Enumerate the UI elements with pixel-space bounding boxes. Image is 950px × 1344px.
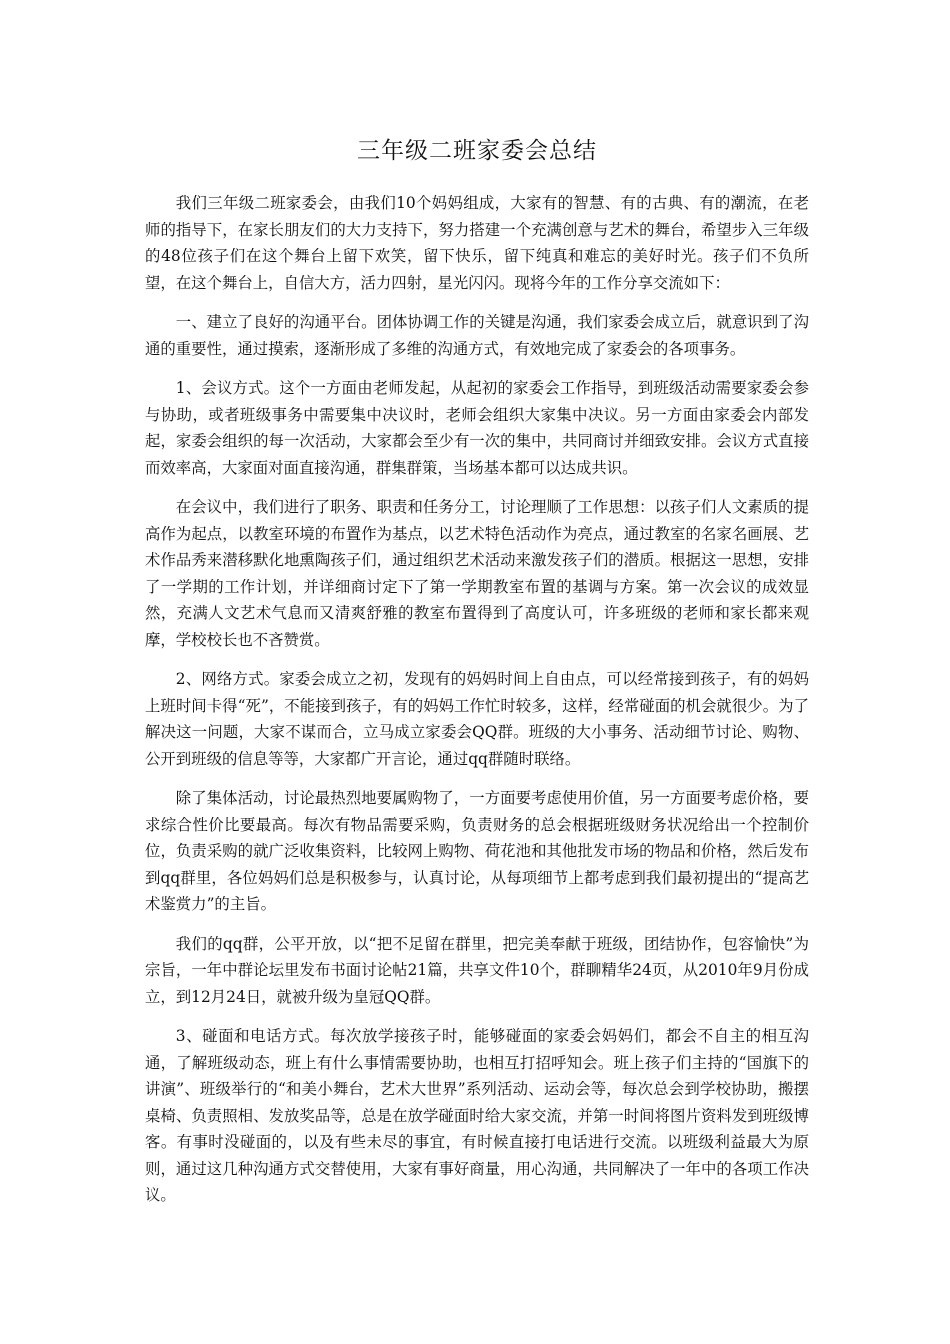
paragraph-meeting-method: 1、会议方式。这个一方面由老师发起，从起初的家委会工作指导，到班级活动需要家委会参与协助，或者班级事务中需要集中决议时，老师会组织大家集中决议。另一方面由家委会内部发起，家委会组织的每一次活动，大家都会至少有一次的集中，共同商讨并细致安排。会议方式直接而效率高，大家面对面直接沟通，群集群策，当场基本都可以达成共识。 (145, 379, 809, 477)
paragraph-network-method: 2、网络方式。家委会成立之初，发现有的妈妈时间上自由点，可以经常接到孩子，有的妈妈上班时间卡得“死”，不能接到孩子，有的妈妈工作忙时较多，这样，经常碰面的机会就很少。为了解决这一问题，大家不谋而合，立马成立家委会QQ群。班级的大小事务、活动细节讨论、购物、公开到班级的信息等等，大家都广开言论，通过qq群随时联络。 (145, 670, 809, 768)
paragraph-face-phone-method: 3、碰面和电话方式。每次放学接孩子时，能够碰面的家委会妈妈们，都会不自主的相互沟通，了解班级动态，班上有什么事情需要协助，也相互打招呼知会。班上孩子们主持的“国旗下的讲演”、班级举行的“和美小舞台，艺术大世界”系列活动、运动会等，每次总会到学校协助，搬摆桌椅、负责照相、发放奖品等，总是在放学碰面时给大家交流，并第一时间将图片资料发到班级博客。有事时没碰面的，以及有些未尽的事宜，有时候直接打电话进行交流。以班级利益最大为原则，通过这几种沟通方式交替使用，大家有事好商量，用心沟通，共同解决了一年中的各项工作决议。 (145, 1027, 809, 1204)
paragraph-meeting-details: 在会议中，我们进行了职务、职责和任务分工，讨论理顺了工作思想：以孩子们人文素质的提高作为起点，以教室环境的布置作为基点，以艺术特色活动作为亮点，通过教室的名家名画展、艺术作品秀来潜移默化地熏陶孩子们，通过组织艺术活动来激发孩子们的潜质。根据这一思想，安排了一学期的工作计划，并详细商讨定下了第一学期教室布置的基调与方案。第一次会议的成效显然，充满人文艺术气息而又清爽舒雅的教室布置得到了高度认可，许多班级的老师和家长都来观摩，学校校长也不吝赞赏。 (145, 498, 809, 649)
paragraph-qq-group: 我们的qq群，公平开放，以“把不足留在群里，把完美奉献于班级，团结协作，包容愉快”为宗旨，一年中群论坛里发布书面讨论帖21篇，共享文件10个，群聊精华24页，从2010年9月份成立，到12月24日，就被升级为皇冠QQ群。 (145, 934, 809, 1006)
paragraph-intro: 我们三年级二班家委会，由我们10个妈妈组成，大家有的智慧、有的古典、有的潮流，在老师的指导下，在家长朋友们的大力支持下，努力搭建一个充满创意与艺术的舞台，希望步入三年级的48位孩子们在这个舞台上留下欢笑，留下快乐，留下纯真和难忘的美好时光。孩子们不负所望，在这个舞台上，自信大方，活力四射，星光闪闪。现将今年的工作分享交流如下： (145, 194, 809, 292)
paragraph-section-one: 一、建立了良好的沟通平台。团体协调工作的关键是沟通，我们家委会成立后，就意识到了沟通的重要性，通过摸索，逐渐形成了多维的沟通方式，有效地完成了家委会的各项事务。 (145, 313, 809, 358)
document-page (145, 134, 809, 1222)
paragraph-purchasing: 除了集体活动，讨论最热烈地要属购物了，一方面要考虑使用价值，另一方面要考虑价格，要求综合性价比要最高。每次有物品需要采购，负责财务的总会根据班级财务状况给出一个控制价位，负责采购的就广泛收集资料，比较网上购物、荷花池和其他批发市场的物品和价格，然后发布到qq群里，各位妈妈们总是积极参与，认真讨论，从每项细节上都考虑到我们最初提出的“提高艺术鉴赏力”的主旨。 (145, 789, 809, 913)
document-title: 三年级二班家委会总结 (357, 138, 597, 164)
